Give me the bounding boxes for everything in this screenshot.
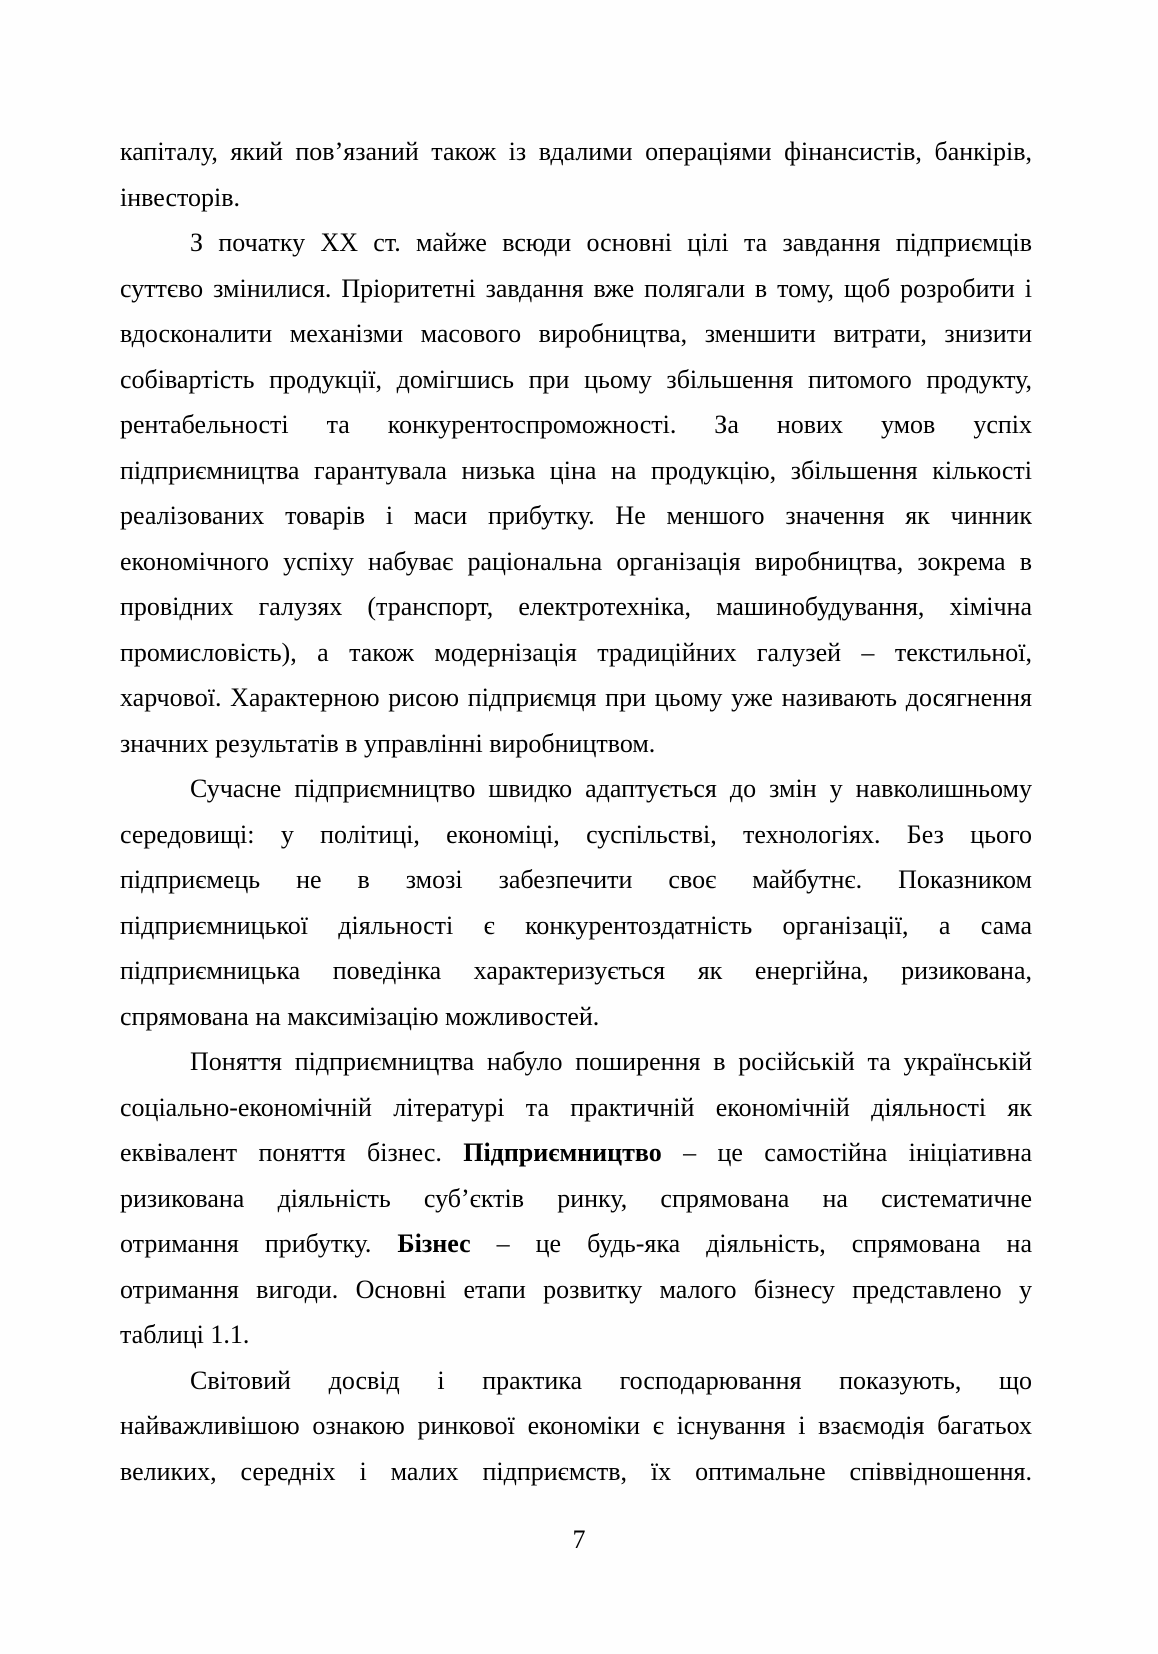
text-line [120,493,1032,539]
text-line [120,766,1032,812]
text-line [120,1267,1032,1313]
text-line [120,1085,1032,1131]
text-segment: суттєво змінилися. Пріоритетні завдання вже полягали в тому, щоб розробити і [120,273,1032,303]
text-segment: спрямована на максимізацію можливостей. [120,1001,600,1031]
text-segment: Сучасне підприємництво швидко адаптується до змін у навколишньому [190,774,1032,803]
text-line [120,448,1032,494]
text-segment: собівартість продукції, домігшись при цьому збільшення питомого продукту, [120,364,1032,394]
text-line [120,1358,1032,1404]
text-line [120,175,1032,221]
text-line [120,1039,1032,1085]
paragraph [120,1039,1032,1358]
text-segment: таблиці 1.1. [120,1320,250,1349]
document-body [120,129,1032,1494]
text-line [120,721,1032,767]
text-line [120,1449,1032,1495]
text-segment: підприємницької діяльності є конкурентоздатність організації, а сама [120,910,1032,940]
text-line [120,1221,1032,1267]
paragraph [120,129,1032,220]
text-line [120,539,1032,585]
text-segment: середовищі: у політиці, економіці, суспільстві, технологіях. Без цього [120,819,1032,849]
text-line [120,266,1032,312]
text-segment: підприємництва гарантувала низька ціна на продукцію, збільшення кількості [120,455,1032,485]
text-segment: Поняття підприємництва набуло поширення в російській та українській [190,1047,1032,1076]
text-line [120,402,1032,448]
text-line [120,857,1032,903]
text-segment: отримання прибутку. [120,1229,398,1258]
text-line [120,675,1032,721]
text-segment: капіталу, який пов’язаний також із вдалими операціями фінансистів, банкірів, [120,137,1032,166]
text-segment: інвесторів. [120,182,241,212]
text-segment: підприємець не в змозі забезпечити своє майбутнє. Показником [120,865,1032,894]
text-segment: – це самостійна ініціативна [661,1138,1032,1167]
text-line [120,129,1032,175]
text-line [120,812,1032,858]
text-line [120,584,1032,630]
text-line [120,1403,1032,1449]
text-line [120,357,1032,403]
text-line [120,630,1032,676]
text-line [120,1130,1032,1176]
text-line [120,994,1032,1040]
text-segment: найважливішою ознакою ринкової економіки є існування і взаємодія багатьох [120,1411,1032,1440]
text-segment: рентабельності та конкурентоспроможності. За нових умов успіх [120,410,1032,439]
text-segment: еквівалент поняття бізнес. [120,1138,464,1167]
bold-term: Підприємництво [463,1138,662,1167]
text-line [120,311,1032,357]
text-segment: великих, середніх і малих підприємств, їх оптимальне співвідношення. [120,1456,1032,1486]
text-segment: реалізованих товарів і маси прибутку. Не меншого значення як чинник [120,501,1032,530]
paragraph [120,1358,1032,1495]
text-segment: харчової. Характерною рисою підприємця при цьому уже називають досягнення [120,683,1032,712]
paragraph [120,766,1032,1039]
text-segment: соціально-економічній літературі та практичній економічній діяльності як [120,1092,1032,1122]
text-line [120,903,1032,949]
text-segment: економічного успіху набуває раціональна організація виробництва, зокрема в [120,546,1032,576]
text-line [120,948,1032,994]
paragraph [120,220,1032,766]
text-line [120,1176,1032,1222]
text-segment: провідних галузях (транспорт, електротехніка, машинобудування, хімічна [120,592,1032,621]
text-segment: підприємницька поведінка характеризується як енергійна, ризикована, [120,956,1032,985]
text-segment: промисловість), а також модернізація традиційних галузей – текстильної, [120,637,1032,667]
text-line [120,220,1032,266]
page-number: 7 [572,1525,586,1554]
text-segment: значних результатів в управлінні виробництвом. [120,728,656,758]
bold-term: Бізнес [397,1229,471,1258]
text-segment: отримання вигоди. Основні етапи розвитку малого бізнесу представлено у [120,1274,1032,1304]
text-segment: вдосконалити механізми масового виробництва, зменшити витрати, знизити [120,319,1032,348]
text-segment: ризикована діяльність суб’єктів ринку, спрямована на систематичне [120,1183,1032,1213]
text-line [120,1312,1032,1358]
text-segment: – це будь-яка діяльність, спрямована на [470,1229,1032,1258]
text-segment: З початку XX ст. майже всюди основні цілі та завдання підприємців [190,228,1032,257]
text-segment: Світовий досвід і практика господарювання показують, що [190,1365,1032,1395]
